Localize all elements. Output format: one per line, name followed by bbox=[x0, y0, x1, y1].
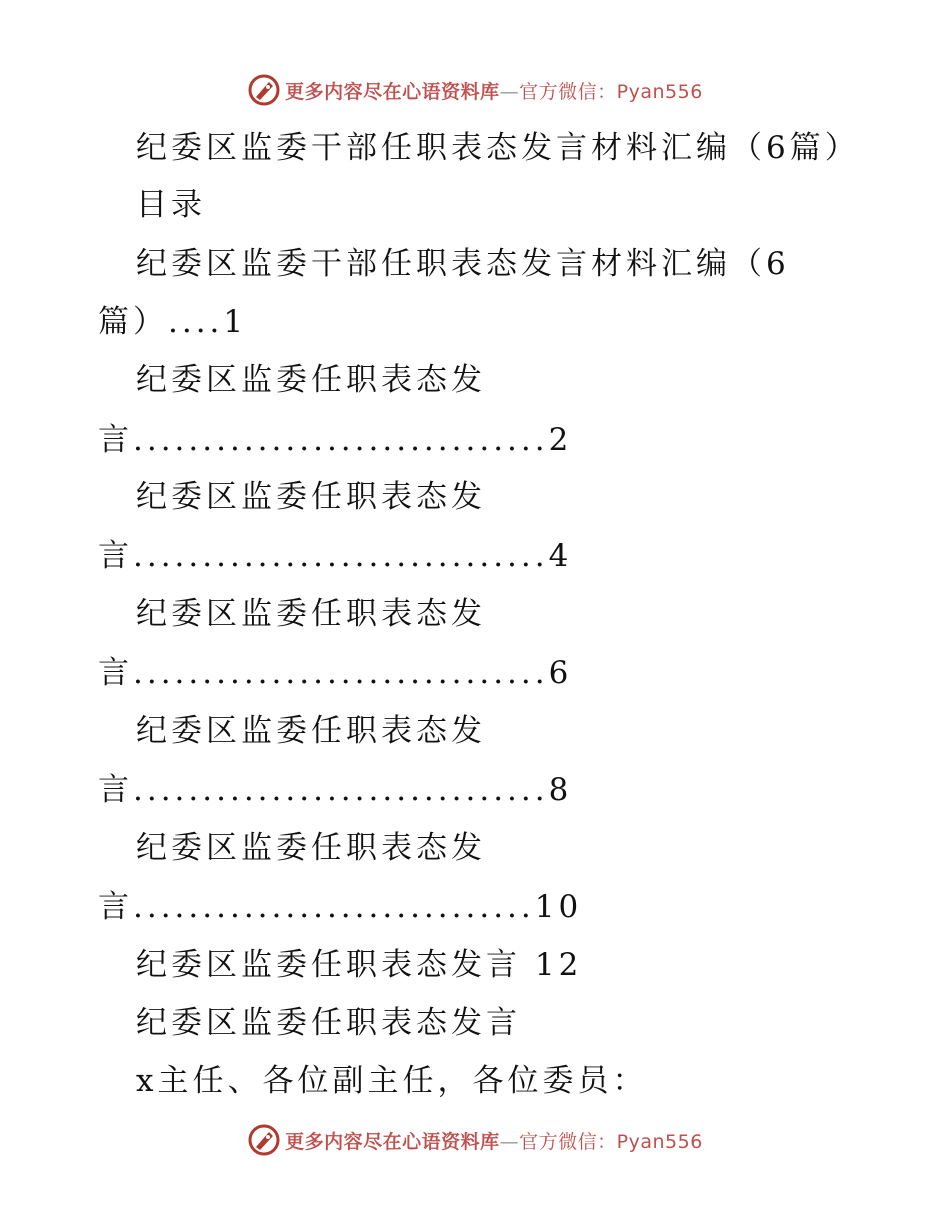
toc-entry-1-line1: 纪委区监委干部任职表态发言材料汇编（6 bbox=[136, 246, 790, 282]
toc-entry-6-line2: 言.............................10 bbox=[98, 889, 583, 925]
toc-entry-6-line1: 纪委区监委任职表态发 bbox=[136, 830, 486, 866]
banner-main: 更多内容尽在心语资料库 bbox=[285, 1130, 500, 1153]
toc-entry-1-line2: 篇）....1 bbox=[98, 304, 248, 340]
toc-entry-3-line1: 纪委区监委任职表态发 bbox=[136, 479, 486, 515]
salutation: x主任、各位副主任，各位委员： bbox=[136, 1063, 648, 1099]
toc-entry-5-line1: 纪委区监委任职表态发 bbox=[136, 713, 486, 749]
banner-text bbox=[285, 1127, 703, 1154]
pen-logo-icon bbox=[247, 73, 281, 107]
section-title: 纪委区监委任职表态发言 bbox=[136, 1005, 521, 1041]
banner-text bbox=[285, 77, 703, 104]
banner-separator: — bbox=[499, 1130, 520, 1153]
toc-entry-2-line1: 纪委区监委任职表态发 bbox=[136, 362, 486, 398]
banner-contact: 官方微信：Pyan556 bbox=[519, 1130, 703, 1153]
toc-entry-2-line2: 言..............................2 bbox=[98, 422, 573, 458]
toc-entry-4-line2: 言..............................6 bbox=[98, 655, 573, 691]
banner-contact: 官方微信：Pyan556 bbox=[519, 80, 703, 103]
toc-entry-4-line1: 纪委区监委任职表态发 bbox=[136, 596, 486, 632]
pen-logo-icon bbox=[247, 1123, 281, 1157]
footer-banner bbox=[0, 1120, 950, 1160]
header-banner bbox=[0, 70, 950, 110]
banner-separator: — bbox=[499, 80, 520, 103]
toc-entry-7: 纪委区监委任职表态发言 12 bbox=[136, 947, 583, 983]
toc-entry-5-line2: 言..............................8 bbox=[98, 772, 573, 808]
document-title: 纪委区监委干部任职表态发言材料汇编（6篇） bbox=[136, 130, 860, 166]
banner-main: 更多内容尽在心语资料库 bbox=[285, 80, 500, 103]
toc-heading: 目录 bbox=[136, 187, 206, 223]
toc-entry-3-line2: 言..............................4 bbox=[98, 538, 573, 574]
